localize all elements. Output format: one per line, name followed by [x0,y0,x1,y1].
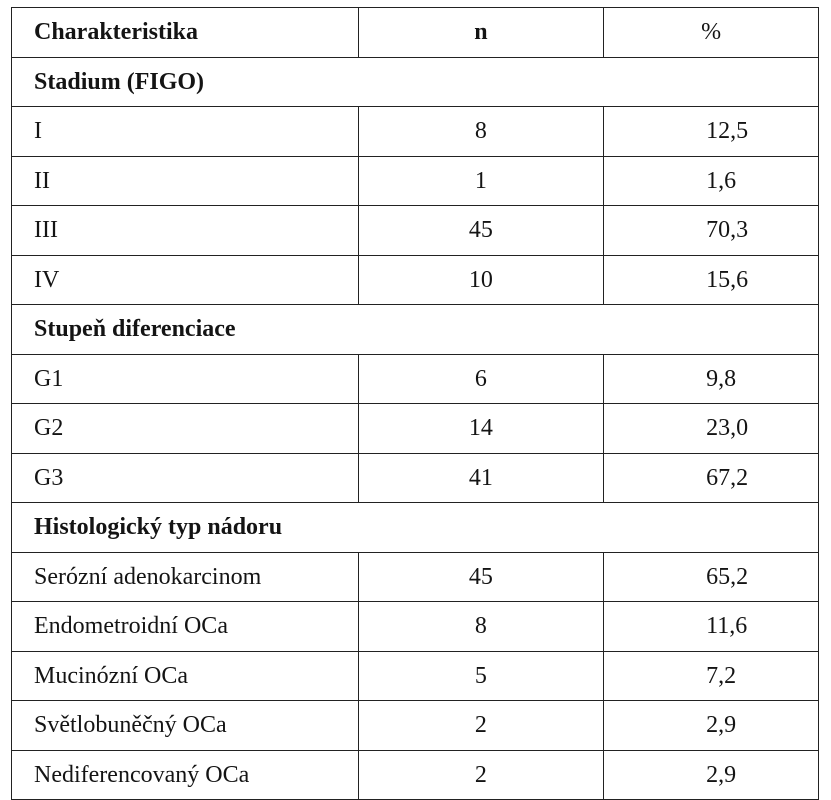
row-percent: 15,6 [604,255,819,305]
row-n: 41 [358,453,604,503]
section-title: Stupeň diferenciace [12,305,819,355]
section-title: Histologický typ nádoru [12,503,819,553]
row-n: 10 [358,255,604,305]
row-percent: 70,3 [604,206,819,256]
section-row [12,57,819,107]
row-label: Světlobuněčný OCa [12,701,359,751]
row-percent: 7,2 [604,651,819,701]
row-label: Serózní adenokarcinom [12,552,359,602]
row-percent: 23,0 [604,404,819,454]
row-label: III [12,206,359,256]
row-label: Nediferencovaný OCa [12,750,359,800]
table-wrapper [11,7,819,800]
header-percent: % [604,8,819,58]
row-label: G1 [12,354,359,404]
row-n: 6 [358,354,604,404]
table-row [12,255,819,305]
table-row [12,107,819,157]
row-label: I [12,107,359,157]
row-n: 1 [358,156,604,206]
table-row [12,156,819,206]
row-percent: 65,2 [604,552,819,602]
row-n: 5 [358,651,604,701]
row-label: II [12,156,359,206]
table-row [12,651,819,701]
table-row [12,404,819,454]
row-percent: 9,8 [604,354,819,404]
row-percent: 1,6 [604,156,819,206]
row-label: G2 [12,404,359,454]
header-characteristic: Charakteristika [12,8,359,58]
characteristics-table [11,7,819,800]
row-n: 8 [358,602,604,652]
table-row [12,750,819,800]
row-label: IV [12,255,359,305]
row-label: G3 [12,453,359,503]
table-row [12,206,819,256]
table-row [12,552,819,602]
header-row [12,8,819,58]
table-row [12,453,819,503]
row-label: Endometroidní OCa [12,602,359,652]
row-percent: 2,9 [604,750,819,800]
row-percent: 67,2 [604,453,819,503]
row-percent: 11,6 [604,602,819,652]
section-title: Stadium (FIGO) [12,57,819,107]
row-n: 2 [358,750,604,800]
row-n: 45 [358,206,604,256]
header-n: n [358,8,604,58]
row-label: Mucinózní OCa [12,651,359,701]
row-percent: 2,9 [604,701,819,751]
table-row [12,602,819,652]
table-row [12,701,819,751]
row-n: 2 [358,701,604,751]
row-n: 8 [358,107,604,157]
row-n: 14 [358,404,604,454]
row-percent: 12,5 [604,107,819,157]
row-n: 45 [358,552,604,602]
section-row [12,503,819,553]
table-row [12,354,819,404]
section-row [12,305,819,355]
